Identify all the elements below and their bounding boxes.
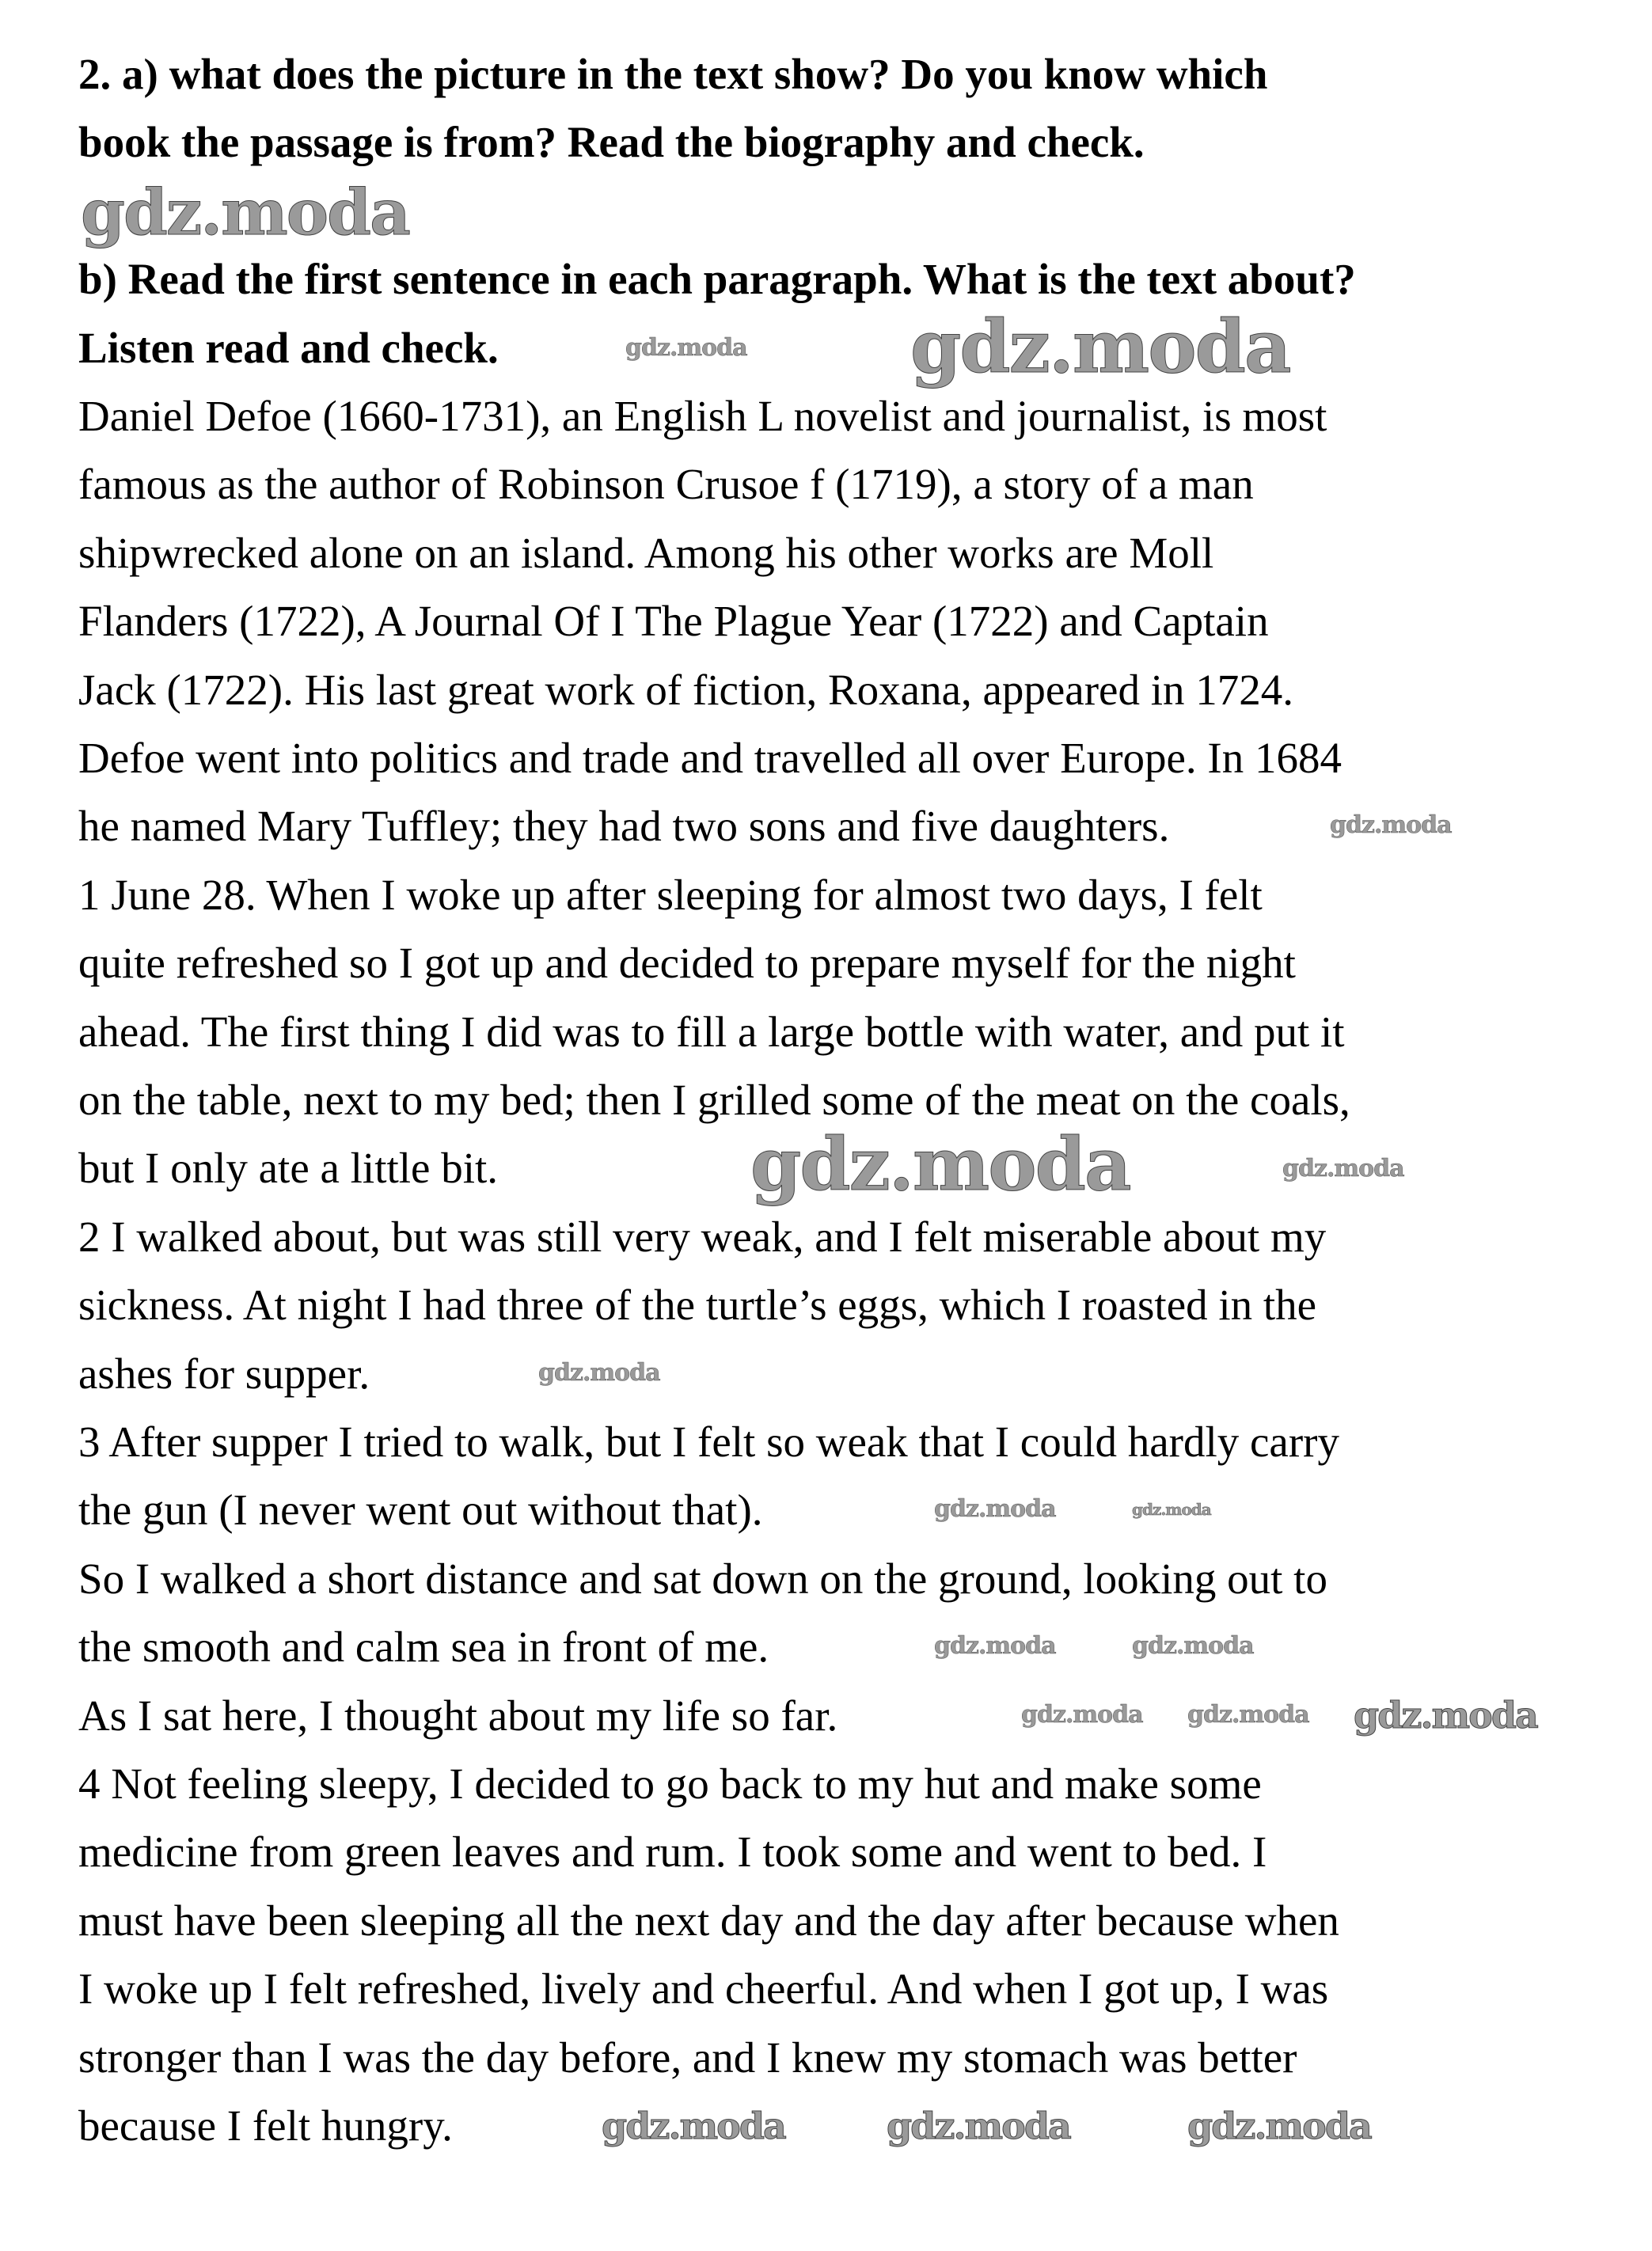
passage-line: shipwrecked alone on an island. Among his other works are Moll <box>78 528 1214 577</box>
watermark: gdz.moda <box>1354 1694 1537 1737</box>
passage-line: because I felt hungry. <box>78 2101 453 2150</box>
passage-line: I woke up I felt refreshed, lively and cheerful. And when I got up, I was <box>78 1964 1329 2014</box>
passage-line: sickness. At night I had three of the turtle’s eggs, which I roasted in the <box>78 1281 1317 1330</box>
passage-line: Flanders (1722), A Journal Of I The Plague Year (1722) and Captain <box>78 597 1269 646</box>
passage-line: the gun (I never went out without that). <box>78 1486 763 1535</box>
watermark: gdz.moda <box>750 1122 1130 1207</box>
watermark: gdz.moda <box>910 304 1290 389</box>
watermark: gdz.moda <box>538 1359 660 1387</box>
watermark: gdz.moda <box>1132 1632 1254 1660</box>
watermark: gdz.moda <box>1132 1500 1211 1519</box>
passage-line: stronger than I was the day before, and I knew my stomach was better <box>78 2033 1297 2082</box>
passage-line: As I sat here, I thought about my life so far. <box>78 1691 838 1740</box>
passage-line: So I walked a short distance and sat down on the ground, looking out to <box>78 1554 1327 1603</box>
watermark: gdz.moda <box>81 175 409 249</box>
passage-line: he named Mary Tuffley; they had two sons and five daughters. <box>78 802 1170 851</box>
passage-line: Defoe went into politics and trade and travelled all over Europe. In 1684 <box>78 734 1342 782</box>
watermark: gdz.moda <box>625 334 747 362</box>
watermark: gdz.moda <box>887 2105 1070 2147</box>
watermark: gdz.moda <box>934 1632 1056 1660</box>
passage-line: ahead. The first thing I did was to fill a large bottle with water, and put it <box>78 1007 1345 1056</box>
passage-line: the smooth and calm sea in front of me. <box>78 1623 769 1672</box>
passage-line: Daniel Defoe (1660-1731), an English L novelist and journalist, is most <box>78 392 1327 440</box>
passage-line: 1 June 28. When I woke up after sleeping for almost two days, I felt <box>78 870 1263 919</box>
passage-line: medicine from green leaves and rum. I took some and went to bed. I <box>78 1828 1267 1877</box>
watermark: gdz.moda <box>934 1495 1056 1523</box>
watermark: gdz.moda <box>1282 1155 1404 1182</box>
passage-line: but I only ate a little bit. <box>78 1144 499 1193</box>
passage-line: must have been sleeping all the next day and the day after because when <box>78 1896 1339 1945</box>
task-a-line-1: 2. a) what does the picture in the text show? Do you know which <box>78 50 1268 98</box>
watermark: gdz.moda <box>1187 2105 1371 2147</box>
watermark: gdz.moda <box>602 2105 785 2147</box>
passage-line: on the table, next to my bed; then I grilled some of the meat on the coals, <box>78 1076 1350 1124</box>
task-b-line-2: Listen read and check. <box>78 324 499 372</box>
task-a-line-2: book the passage is from? Read the biography and check. <box>78 118 1145 166</box>
passage-line: famous as the author of Robinson Crusoe f (1719), a story of a man <box>78 460 1254 509</box>
watermark: gdz.moda <box>1021 1701 1143 1729</box>
watermark: gdz.moda <box>1187 1701 1309 1729</box>
task-b-line-1: b) Read the first sentence in each paragraph. What is the text about? <box>78 255 1356 303</box>
passage-line: quite refreshed so I got up and decided to prepare myself for the night <box>78 939 1296 988</box>
passage-line: Jack (1722). His last great work of fiction, Roxana, appeared in 1724. <box>78 665 1293 714</box>
passage-line: 2 I walked about, but was still very weak, and I felt miserable about my <box>78 1212 1327 1261</box>
passage-line: 3 After supper I tried to walk, but I felt so weak that I could hardly carry <box>78 1418 1339 1466</box>
watermark: gdz.moda <box>1330 811 1452 839</box>
passage-line: 4 Not feeling sleepy, I decided to go back to my hut and make some <box>78 1759 1262 1808</box>
passage-line: ashes for supper. <box>78 1349 370 1398</box>
